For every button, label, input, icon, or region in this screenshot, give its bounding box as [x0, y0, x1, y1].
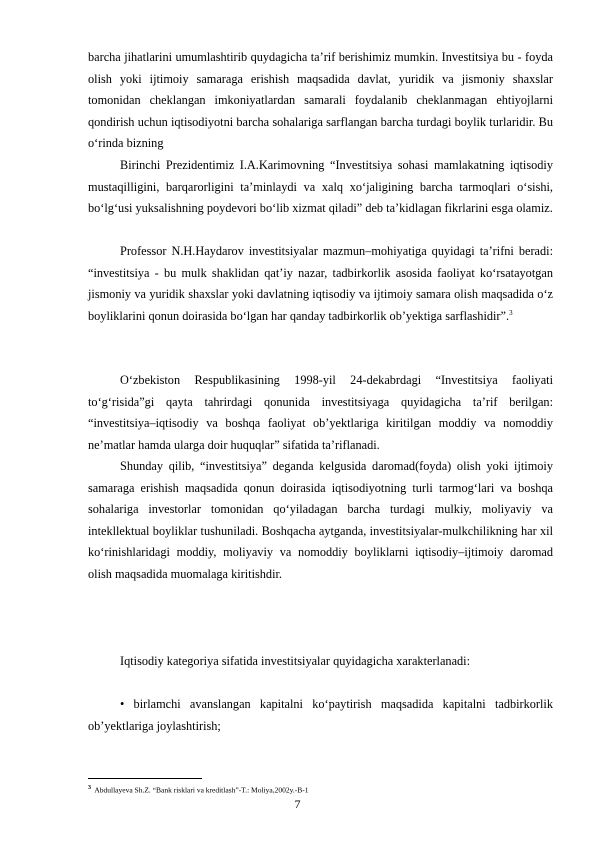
page-number: 7: [294, 797, 301, 811]
paragraph-5: Shunday qilib, “investitsiya” deganda kelgusida daromad(foyda) olish yoki ijtimoiy samaraga erishish maqsadida qonun doirasida iqtisodiyotning turli tarmog‘lari va boshqa sohalariga investorlar tomonidan qo‘yiladagan barcha turdagi mulkiy, moliyaviy va intekllektual boyliklar tushuniladi. Boshqacha aytganda, investitsiyalar-mulkchilikning har xil ko‘rinishlaridagi moddiy, moliyaviy va nomoddiy boyliklarni iqtisodiy–ijtimoiy daromad olish maqsadida muomalaga kiritishdir.: [88, 459, 553, 581]
footnote: [88, 783, 553, 796]
paragraph-3-text: Professor N.H.Haydarov investitsiyalar mazmun–mohiyatiga quyidagi ta’rifni beradi: “investitsiya - bu mulk shaklidan qat’iy nazar, tadbirkorlik asosida faoliyat ko‘rsatayotgan jismoniy va yuridik shaxslar yoki davlatning iqtisodiy va ijtimoiy samara olish maqsadida o‘z boyliklarini qonun doirasida bo‘lgan har qanday tadbirkorlik ob’yektiga sarflashidir”.: [88, 244, 553, 323]
paragraph-1: barcha jihatlarini umumlashtirib quydagicha ta’rif berishimiz mumkin. Investitsiya bu - foyda olish yoki ijtimoiy samaraga erishish maqsadida davlat, yuridik va jismoniy shaxslar tomonidan cheklangan imkoniyatlardan samarali foydalanib cheklanmagan ehtiyojlarni qondirish uchun iqtisodiyotni barcha sohalariga sarflangan barcha turdagi boylik turlaridir. Bu o‘rinda bizning: [88, 50, 553, 150]
footnote-number: 3: [88, 785, 91, 791]
footnote-reference: 3: [509, 308, 513, 317]
paragraph-2: Birinchi Prezidentimiz I.A.Karimovning “Investitsiya sohasi mamlakatning iqtisodiy mustaqilligini, barqarorligini ta’minlaydi va xalq xo‘jaligining barcha tarmoqlari o‘sishi, bo‘lg‘usi yuksalishning poydevori bo‘lib xizmat qiladi” deb ta’kidlagan fikrlarini esga olamiz.: [88, 158, 553, 215]
paragraph-6: Iqtisodiy kategoriya sifatida investitsiyalar quyidagicha xarakterlanadi:: [120, 654, 471, 668]
bullet-item-1: • birlamchi avanslangan kapitalni ko‘paytirish maqsadida kapitalni tadbirkorlik ob’yektlariga joylashtirish;: [88, 697, 553, 733]
footnote-text: Abdullayeva Sh.Z. “Bank risklari va kreditlash”-T.: Moliya,2002y.-B-1: [94, 785, 309, 795]
footnote-divider: [88, 778, 202, 779]
paragraph-4: O‘zbekiston Respublikasining 1998-yil 24-dekabrdagi “Investitsiya faoliyati to‘g‘risida”gi qayta tahrirdagi qonunida investitsiyaga quyidagicha ta’rif berilgan: “investitsiya–iqtisodiy va boshqa faoliyat ob’yektlariga kiritilgan moddiy va nomoddiy ne’matlar hamda ularga doir huquqlar” sifatida ta’riflanadi.: [88, 373, 553, 452]
paragraph-3: [88, 241, 553, 327]
